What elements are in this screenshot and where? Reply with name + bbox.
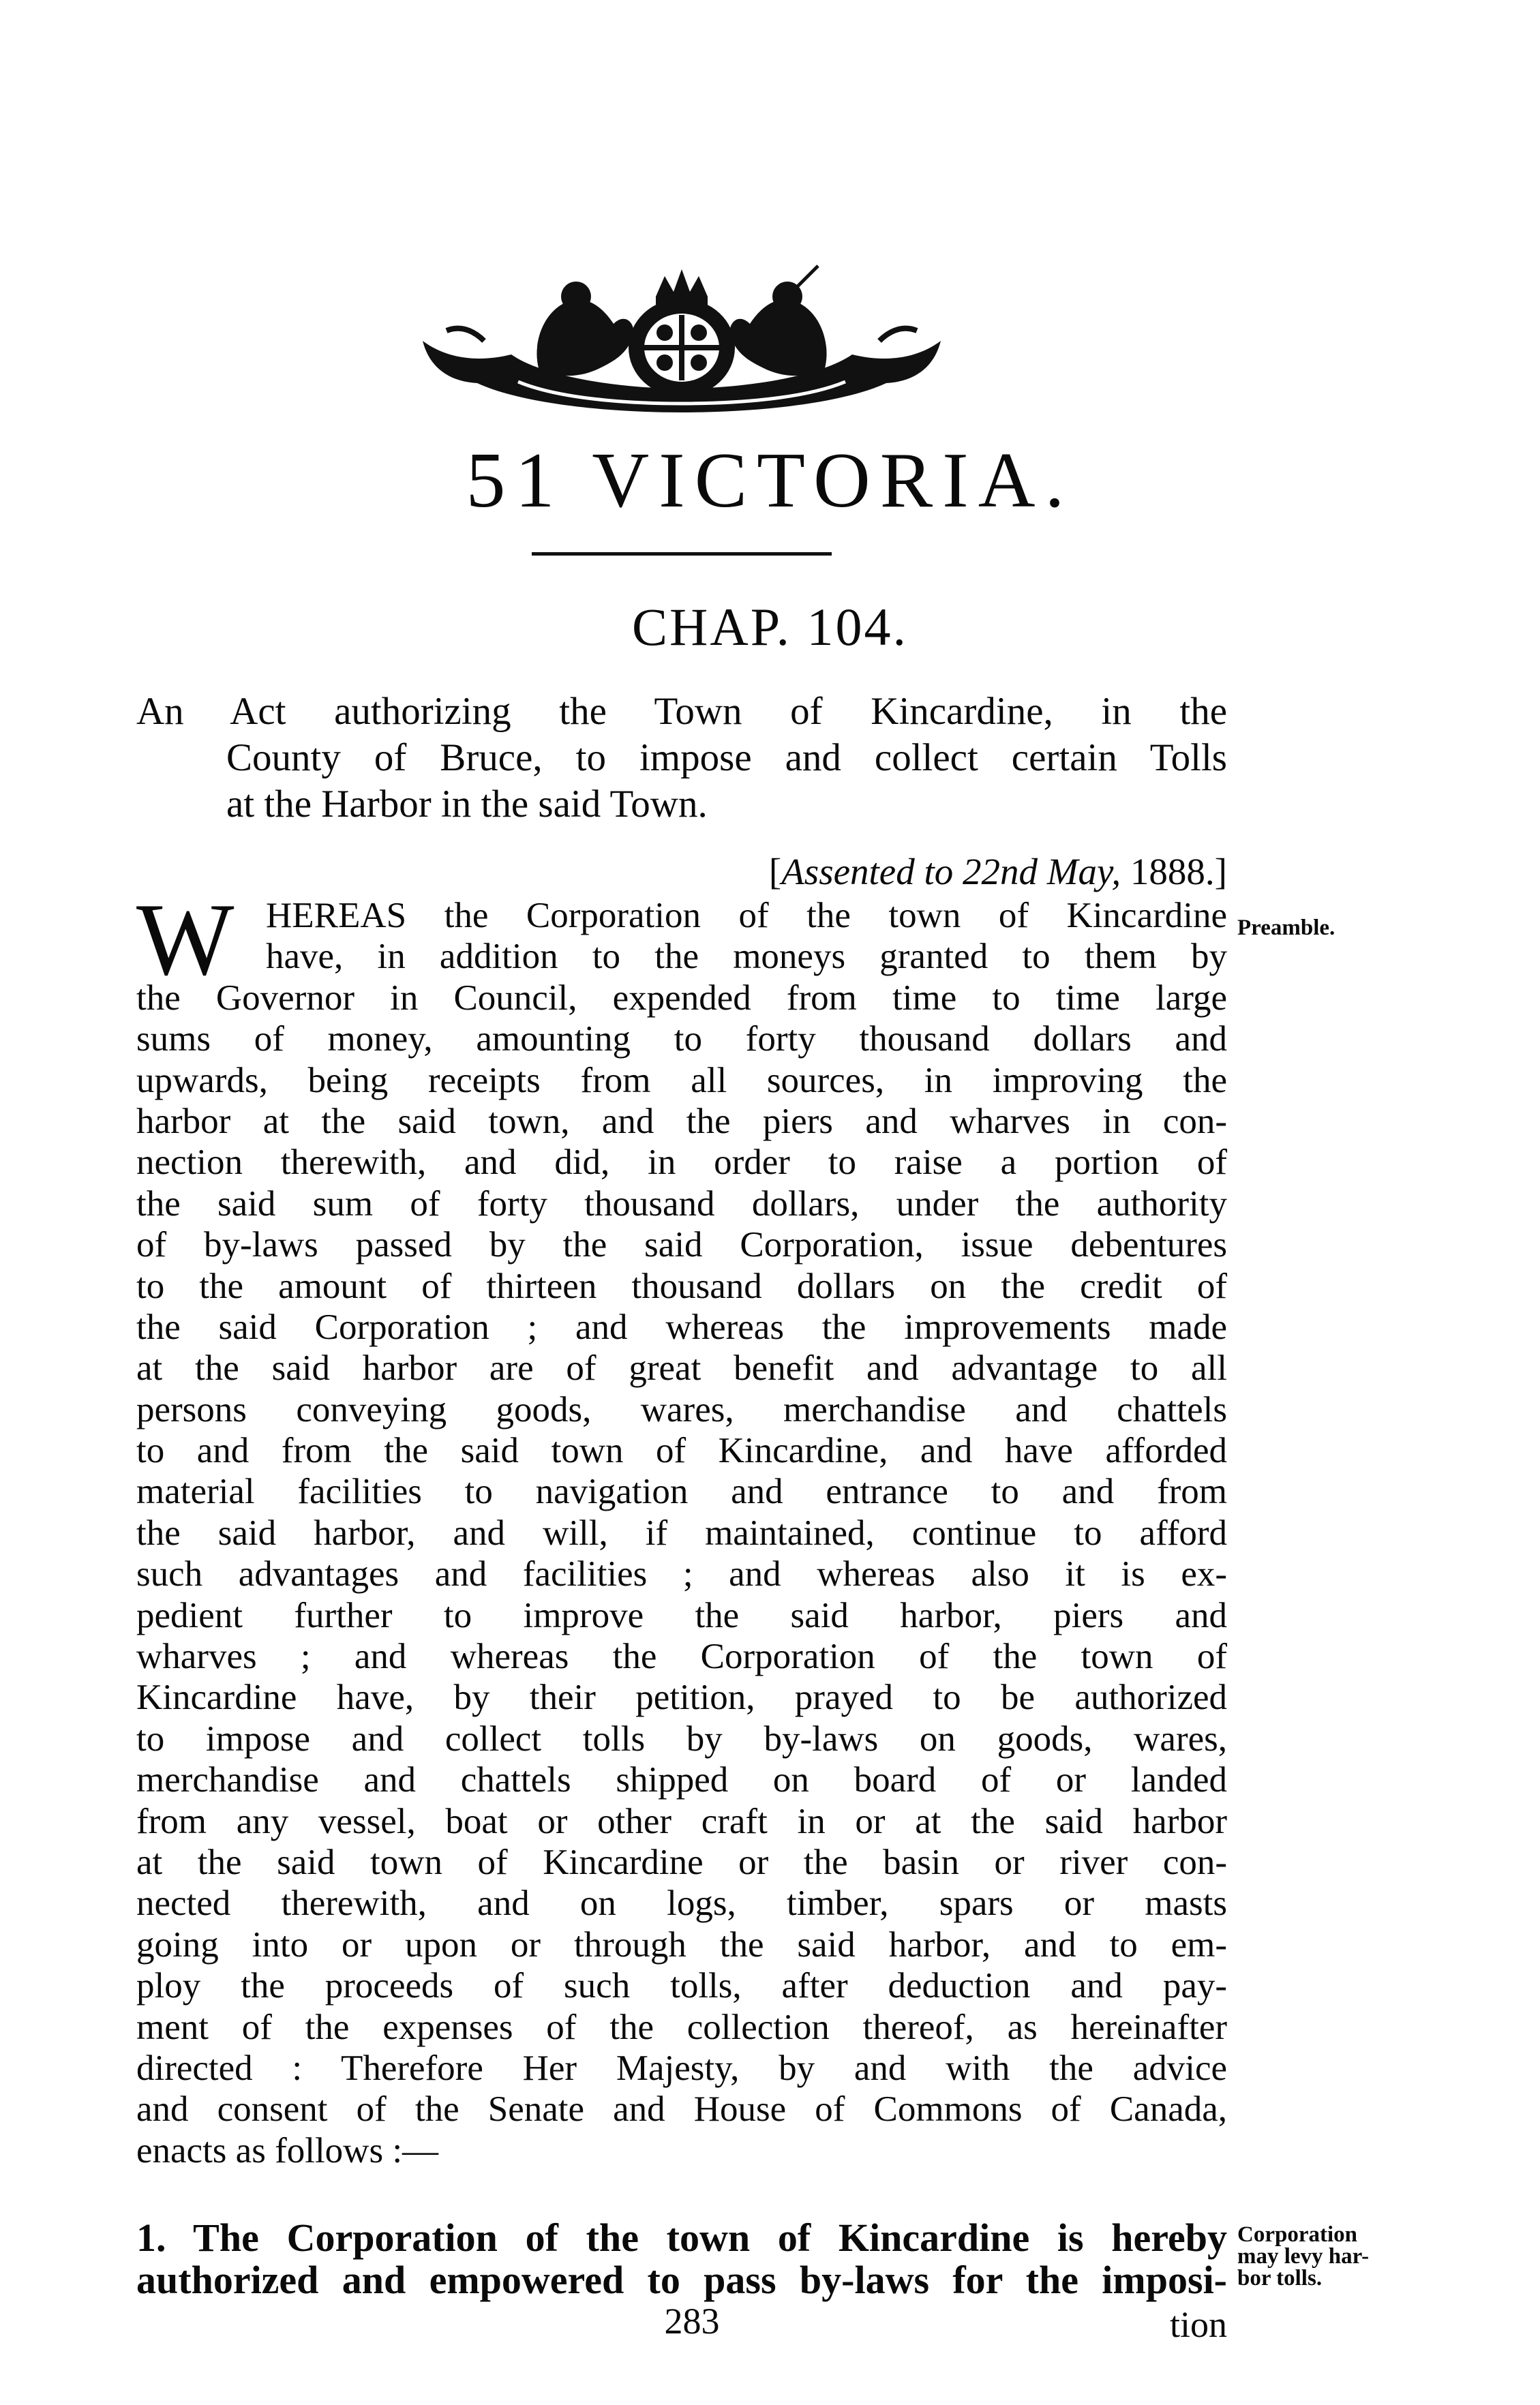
preamble-line: enacts as follows :— — [136, 2130, 439, 2170]
preamble-line: at the said town of Kincardine or the basin or river con- — [136, 1842, 1227, 1882]
preamble-line: at the said harbor are of great benefit and advantage to all — [136, 1348, 1227, 1389]
preamble-line: material facilities to navigation and entrance to and from — [136, 1472, 1227, 1512]
preamble-line: have, in addition to the moneys granted to them by — [266, 937, 1227, 977]
preamble-text — [136, 895, 1227, 2171]
royal-arms-crest-icon — [409, 259, 954, 429]
catchword: tion — [1169, 2304, 1227, 2345]
preamble-line: to impose and collect tolls by by-laws on goods, wares, — [136, 1719, 1227, 1759]
assent-text: Assented to 22nd May, — [781, 851, 1121, 892]
preamble-line: such advantages and facilities ; and whereas also it is ex- — [136, 1554, 1227, 1594]
section-line: 1. The Corporation of the town of Kincardine is hereby — [136, 2215, 1227, 2260]
preamble-line: ment of the expenses of the collection thereof, as hereinafter — [136, 2007, 1227, 2047]
preamble-line: wharves ; and whereas the Corporation of the town of — [136, 1637, 1227, 1677]
preamble-line: and consent of the Senate and House of Commons of Canada, — [136, 2089, 1227, 2130]
margin-note-section-1 — [1237, 2224, 1369, 2289]
preamble-line: Kincardine have, by their petition, prayed to be authorized — [136, 1678, 1227, 1718]
preamble-line: persons conveying goods, wares, merchandise and chattels — [136, 1389, 1227, 1430]
preamble-line: the said Corporation ; and whereas the improvements made — [136, 1307, 1227, 1347]
act-title-line: County of Bruce, to impose and collect certain Tolls — [226, 736, 1227, 779]
preamble-line: sums of money, amounting to forty thousand dollars and — [136, 1019, 1227, 1059]
margin-note-line: may levy har- — [1237, 2244, 1370, 2269]
preamble-line: the said harbor, and will, if maintained, continue to afford — [136, 1513, 1227, 1553]
assent-date — [648, 849, 1227, 895]
act-title-line: at the Harbor in the said Town. — [226, 783, 708, 826]
assent-bracket: [ — [768, 851, 782, 892]
preamble-line: harbor at the said town, and the piers and wharves in con- — [136, 1101, 1227, 1141]
preamble-line: going into or upon or through the said harbor, and to em- — [136, 1924, 1227, 1965]
margin-note-line: Corporation — [1237, 2222, 1357, 2247]
preamble-line: nection therewith, and did, in order to raise a portion of — [136, 1143, 1227, 1183]
preamble-line: to and from the said town of Kincardine, and have afforded — [136, 1431, 1227, 1471]
preamble-line: directed : Therefore Her Majesty, by and with the advice — [136, 2048, 1227, 2088]
preamble-line: to the amount of thirteen thousand dollars on the credit of — [136, 1266, 1227, 1306]
regnal-year-heading: 51 VICTORIA. — [466, 437, 1074, 524]
margin-note-preamble: Preamble. — [1237, 916, 1335, 940]
chapter-heading: CHAP. 104. — [632, 597, 908, 656]
preamble-line: from any vessel, boat or other craft in or at the said harbor — [136, 1801, 1227, 1841]
heading-divider — [532, 552, 832, 556]
act-title — [136, 689, 1227, 828]
act-title-line: An Act authorizing the Town of Kincardine, in the — [136, 690, 1227, 733]
margin-note-line: bor tolls. — [1237, 2266, 1323, 2290]
assent-year: 1888.] — [1121, 851, 1227, 892]
preamble-line: the said sum of forty thousand dollars, under the authority — [136, 1183, 1227, 1224]
drop-cap: W — [136, 882, 235, 997]
preamble-line: upwards, being receipts from all sources, in improving the — [136, 1060, 1227, 1100]
preamble-line: the Governor in Council, expended from time to time large — [136, 978, 1227, 1018]
section-1-text — [136, 2217, 1227, 2301]
page-number: 283 — [664, 2301, 720, 2342]
preamble-line: nected therewith, and on logs, timber, spars or masts — [136, 1884, 1227, 1924]
section-line: authorized and empowered to pass by-laws for the imposi- — [136, 2258, 1227, 2302]
preamble-line: ploy the proceeds of such tolls, after deduction and pay- — [136, 1966, 1227, 2006]
preamble-line: merchandise and chattels shipped on board of or landed — [136, 1760, 1227, 1800]
preamble-line: pedient further to improve the said harbor, piers and — [136, 1595, 1227, 1635]
preamble-line: of by-laws passed by the said Corporation, issue debentures — [136, 1225, 1227, 1265]
preamble-line: HEREAS the Corporation of the town of Kincardine — [266, 896, 1227, 935]
